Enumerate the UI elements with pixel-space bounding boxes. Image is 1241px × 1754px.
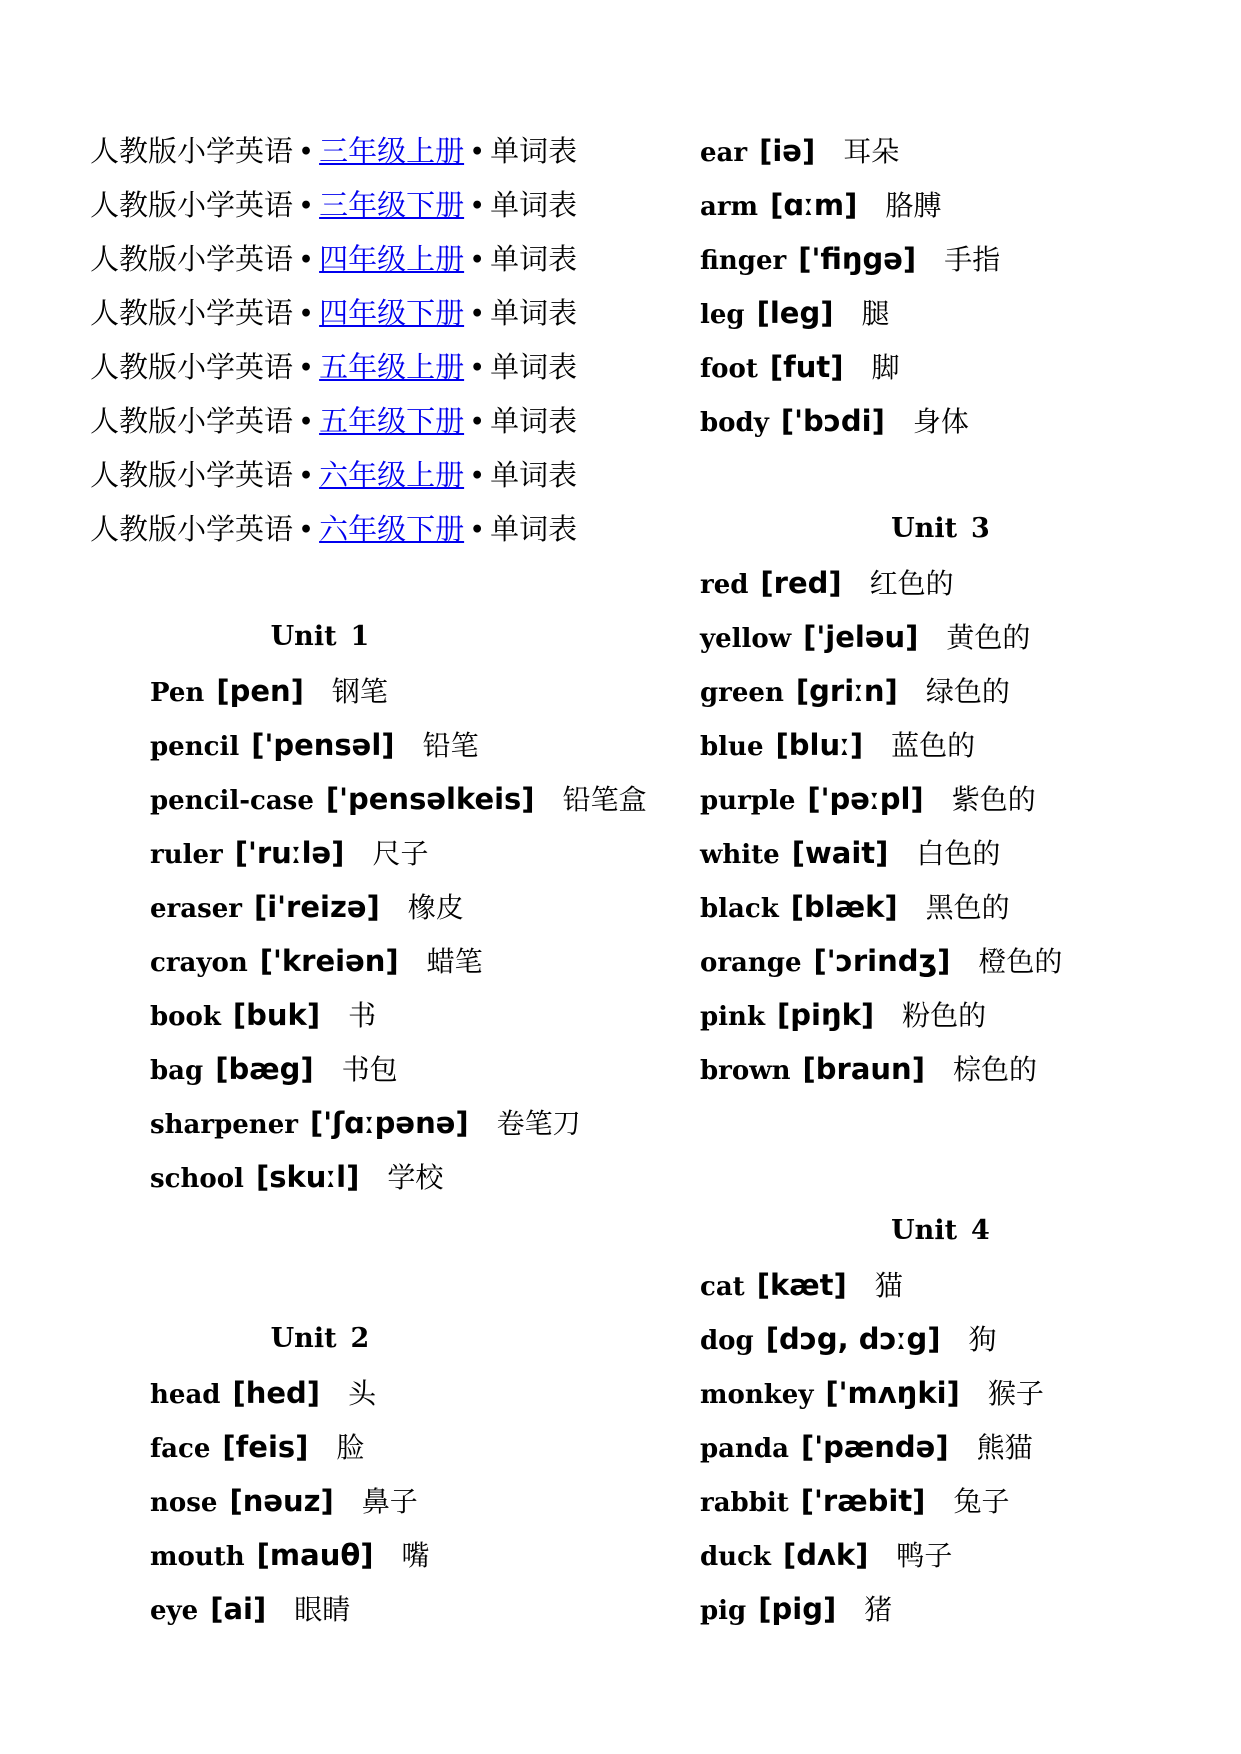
word-chinese: 橙色的 (978, 945, 1063, 978)
separator-dot: • (470, 355, 485, 381)
word-english: purple (700, 786, 796, 816)
word-phonetic: [braun] (802, 1052, 925, 1086)
word-english: finger (700, 246, 787, 276)
word-english: bag (150, 1056, 204, 1086)
word-chinese: 学校 (387, 1161, 444, 1194)
word-chinese: 尺子 (372, 837, 429, 870)
word-chinese: 兔子 (953, 1485, 1010, 1518)
word-entry (700, 1312, 997, 1366)
word-english: rabbit (700, 1488, 789, 1518)
word-entry (150, 1366, 376, 1420)
word-phonetic: [pig] (758, 1592, 837, 1626)
word-entry (700, 1474, 1009, 1528)
grade-link[interactable]: 四年级上册 (319, 242, 465, 276)
word-english: school (150, 1164, 244, 1194)
word-chinese: 书 (348, 999, 377, 1032)
separator-dot: • (470, 517, 485, 543)
word-phonetic: ['bɔdi] (780, 404, 885, 438)
word-english: duck (700, 1542, 771, 1572)
grade-link-line (90, 448, 577, 502)
word-english: pink (700, 1002, 765, 1032)
link-suffix: 单词表 (490, 242, 578, 276)
separator-dot: • (470, 409, 485, 435)
word-entry (700, 232, 1000, 286)
word-phonetic: ['pensəl] (251, 728, 395, 762)
word-english: ruler (150, 840, 223, 870)
link-suffix: 单词表 (490, 458, 578, 492)
word-chinese: 白色的 (916, 837, 1001, 870)
word-phonetic: [buk] (232, 998, 321, 1032)
unit-heading (640, 502, 1241, 556)
word-chinese: 红色的 (869, 567, 954, 600)
word-entry (700, 394, 969, 448)
word-chinese: 钢笔 (331, 675, 388, 708)
word-chinese: 鼻子 (361, 1485, 418, 1518)
word-phonetic: ['fiŋgə] (798, 242, 917, 276)
word-entry (700, 772, 1036, 826)
word-english: pencil-case (150, 786, 314, 816)
grade-link[interactable]: 三年级上册 (319, 134, 465, 168)
grade-link-line (90, 286, 577, 340)
word-chinese: 粉色的 (902, 999, 987, 1032)
word-chinese: 身体 (912, 405, 969, 438)
word-phonetic: ['ɔrindʒ] (813, 944, 951, 978)
word-english: brown (700, 1056, 791, 1086)
word-chinese: 猫 (874, 1269, 903, 1302)
grade-link-line (90, 124, 577, 178)
word-chinese: 胳膊 (885, 189, 942, 222)
word-entry (150, 1528, 430, 1582)
unit-label: Unit (891, 1215, 958, 1246)
word-phonetic: [ai] (210, 1592, 267, 1626)
word-phonetic: ['pəːpl] (807, 782, 924, 816)
word-entry (700, 124, 899, 178)
word-english: green (700, 678, 784, 708)
word-chinese: 卷笔刀 (496, 1107, 581, 1140)
word-entry (700, 610, 1030, 664)
grade-link-line (90, 502, 577, 556)
word-entry (700, 556, 954, 610)
word-entry (150, 1042, 398, 1096)
word-phonetic: [bæg] (215, 1052, 314, 1086)
word-english: Pen (150, 678, 205, 708)
word-entry (700, 826, 1000, 880)
word-entry (150, 718, 479, 772)
separator-dot: • (299, 139, 314, 165)
grade-link-line (90, 340, 577, 394)
grade-link[interactable]: 五年级下册 (319, 404, 465, 438)
word-english: leg (700, 300, 745, 330)
word-phonetic: [wait] (791, 836, 889, 870)
word-entry (150, 664, 388, 718)
word-chinese: 猴子 (987, 1377, 1044, 1410)
link-suffix: 单词表 (490, 134, 578, 168)
word-chinese: 手指 (944, 243, 1001, 276)
word-chinese: 橡皮 (407, 891, 464, 924)
separator-dot: • (299, 409, 314, 435)
separator-dot: • (470, 301, 485, 327)
word-entry (700, 1042, 1037, 1096)
link-prefix: 人教版小学英语 (90, 134, 294, 168)
word-english: nose (150, 1488, 218, 1518)
word-chinese: 耳朵 (843, 135, 900, 168)
word-chinese: 黑色的 (925, 891, 1010, 924)
word-phonetic: [pen] (216, 674, 304, 708)
grade-link[interactable]: 四年级下册 (319, 296, 465, 330)
unit-label: Unit (270, 1323, 337, 1354)
unit-label: Unit (891, 513, 958, 544)
word-chinese: 猪 (864, 1593, 893, 1626)
word-phonetic: [ɑːm] (770, 188, 858, 222)
separator-dot: • (470, 463, 485, 489)
word-phonetic: [red] (760, 566, 842, 600)
word-entry (150, 1096, 581, 1150)
word-entry (150, 772, 647, 826)
word-phonetic: ['pændə] (800, 1430, 949, 1464)
grade-link-line (90, 394, 577, 448)
unit-number: 3 (971, 513, 990, 544)
link-prefix: 人教版小学英语 (90, 350, 294, 384)
word-english: ear (700, 138, 748, 168)
word-english: blue (700, 732, 764, 762)
separator-dot: • (299, 463, 314, 489)
word-phonetic: [piŋk] (776, 998, 875, 1032)
word-english: yellow (700, 624, 792, 654)
word-english: mouth (150, 1542, 245, 1572)
word-english: cat (700, 1272, 745, 1302)
word-english: black (700, 894, 779, 924)
word-phonetic: [dɔg, dɔːg] (765, 1322, 941, 1356)
word-phonetic: ['ʃɑːpənə] (309, 1106, 469, 1140)
word-entry (150, 826, 428, 880)
word-entry (150, 1582, 350, 1636)
word-english: eraser (150, 894, 242, 924)
word-phonetic: [griːn] (795, 674, 898, 708)
word-entry (150, 1420, 364, 1474)
word-entry (150, 1474, 418, 1528)
word-phonetic: [iə] (759, 134, 816, 168)
word-entry (700, 1366, 1044, 1420)
grade-link[interactable]: 五年级上册 (319, 350, 465, 384)
link-prefix: 人教版小学英语 (90, 242, 294, 276)
word-entry (150, 988, 376, 1042)
link-suffix: 单词表 (490, 404, 578, 438)
word-english: orange (700, 948, 802, 978)
link-suffix: 单词表 (490, 188, 578, 222)
link-prefix: 人教版小学英语 (90, 512, 294, 546)
word-phonetic: [dʌk] (782, 1538, 869, 1572)
word-phonetic: [i'reizə] (253, 890, 380, 924)
link-suffix: 单词表 (490, 296, 578, 330)
link-suffix: 单词表 (490, 350, 578, 384)
link-suffix: 单词表 (490, 512, 578, 546)
word-phonetic: [blæk] (790, 890, 898, 924)
word-chinese: 铅笔盒 (562, 783, 647, 816)
word-entry (700, 178, 941, 232)
word-chinese: 腿 (861, 297, 890, 330)
unit-heading (640, 1204, 1241, 1258)
word-entry (700, 286, 890, 340)
word-english: arm (700, 192, 759, 222)
word-entry (700, 1582, 892, 1636)
word-english: dog (700, 1326, 754, 1356)
separator-dot: • (470, 139, 485, 165)
word-chinese: 脚 (871, 351, 900, 384)
link-prefix: 人教版小学英语 (90, 458, 294, 492)
word-phonetic: ['kreiən] (259, 944, 399, 978)
word-english: pig (700, 1596, 747, 1626)
word-entry (700, 1258, 903, 1312)
word-english: foot (700, 354, 758, 384)
word-chinese: 狗 (968, 1323, 997, 1356)
word-entry (700, 880, 1010, 934)
word-chinese: 眼睛 (294, 1593, 351, 1626)
word-phonetic: [fut] (769, 350, 844, 384)
word-entry (700, 1420, 1033, 1474)
separator-dot: • (299, 247, 314, 273)
word-chinese: 绿色的 (925, 675, 1010, 708)
word-phonetic: ['pensəlkeis] (325, 782, 535, 816)
word-phonetic: ['ræbit] (800, 1484, 926, 1518)
word-english: pencil (150, 732, 240, 762)
grade-link-line (90, 232, 577, 286)
word-english: face (150, 1434, 211, 1464)
word-phonetic: [feis] (222, 1430, 309, 1464)
word-chinese: 头 (348, 1377, 377, 1410)
word-phonetic: ['mʌŋki] (825, 1376, 960, 1410)
word-entry (700, 1528, 952, 1582)
word-entry (700, 664, 1010, 718)
word-chinese: 鸭子 (896, 1539, 953, 1572)
unit-label: Unit (270, 621, 337, 652)
word-english: monkey (700, 1380, 814, 1410)
word-phonetic: [hed] (232, 1376, 321, 1410)
word-english: eye (150, 1596, 199, 1626)
separator-dot: • (299, 517, 314, 543)
grade-link[interactable]: 六年级下册 (319, 512, 465, 546)
unit-heading (0, 610, 640, 664)
word-english: red (700, 570, 749, 600)
word-chinese: 脸 (336, 1431, 365, 1464)
word-chinese: 熊猫 (976, 1431, 1033, 1464)
word-entry (700, 934, 1062, 988)
word-entry (150, 1150, 443, 1204)
word-phonetic: [leg] (756, 296, 834, 330)
word-phonetic: [mauθ] (256, 1538, 374, 1572)
word-english: sharpener (150, 1110, 298, 1140)
word-entry (150, 880, 464, 934)
unit-number: 2 (350, 1323, 370, 1354)
word-chinese: 紫色的 (951, 783, 1036, 816)
word-phonetic: [skuːl] (255, 1160, 360, 1194)
word-entry (150, 934, 483, 988)
word-phonetic: [nəuz] (229, 1484, 334, 1518)
grade-link[interactable]: 六年级上册 (319, 458, 465, 492)
grade-link-line (90, 178, 577, 232)
grade-link[interactable]: 三年级下册 (319, 188, 465, 222)
separator-dot: • (299, 355, 314, 381)
unit-number: 4 (971, 1215, 990, 1246)
word-entry (700, 718, 975, 772)
word-english: crayon (150, 948, 248, 978)
word-phonetic: [kæt] (756, 1268, 847, 1302)
word-phonetic: ['ruːlə] (234, 836, 345, 870)
link-prefix: 人教版小学英语 (90, 188, 294, 222)
word-chinese: 棕色的 (952, 1053, 1037, 1086)
word-chinese: 蓝色的 (891, 729, 976, 762)
separator-dot: • (299, 193, 314, 219)
word-english: body (700, 408, 769, 438)
word-english: white (700, 840, 780, 870)
word-english: panda (700, 1434, 789, 1464)
word-chinese: 铅笔 (422, 729, 479, 762)
word-english: head (150, 1380, 221, 1410)
word-chinese: 书包 (341, 1053, 398, 1086)
word-chinese: 蜡笔 (426, 945, 483, 978)
separator-dot: • (470, 247, 485, 273)
word-chinese: 黄色的 (946, 621, 1031, 654)
link-prefix: 人教版小学英语 (90, 296, 294, 330)
separator-dot: • (299, 301, 314, 327)
unit-heading (0, 1312, 640, 1366)
word-chinese: 嘴 (401, 1539, 430, 1572)
word-phonetic: [bluː] (775, 728, 864, 762)
separator-dot: • (470, 193, 485, 219)
link-prefix: 人教版小学英语 (90, 404, 294, 438)
unit-number: 1 (350, 621, 370, 652)
word-entry (700, 988, 986, 1042)
word-entry (700, 340, 900, 394)
word-phonetic: ['jeləu] (803, 620, 919, 654)
word-english: book (150, 1002, 221, 1032)
